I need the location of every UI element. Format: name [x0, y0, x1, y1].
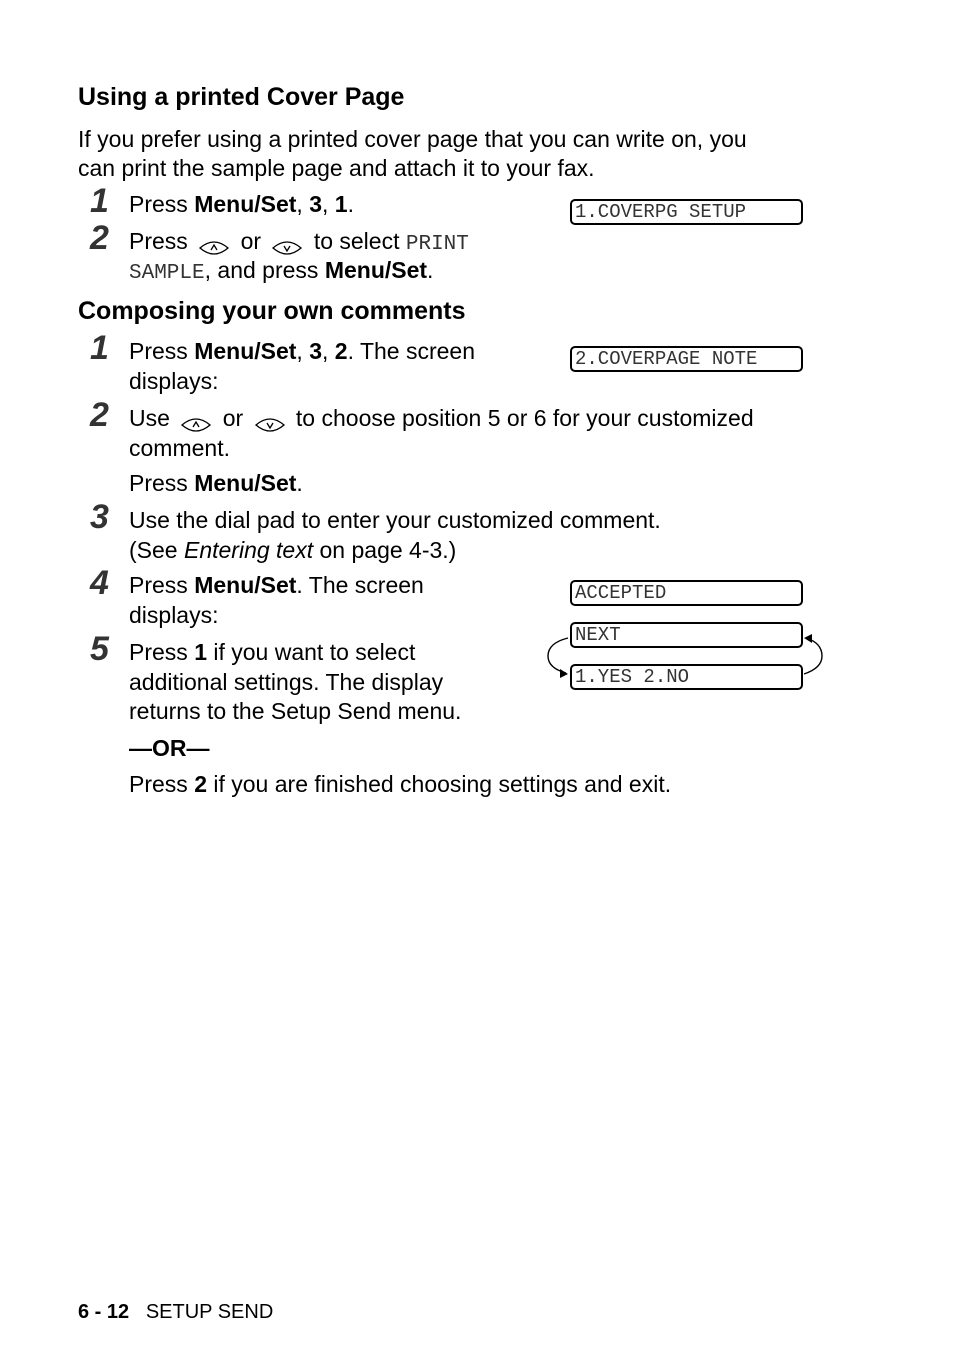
lcd-display: 1.YES 2.NO	[570, 664, 803, 690]
intro-line-1: If you prefer using a printed cover page that you can write on, you	[78, 126, 747, 152]
lcd-display: 1.COVERPG SETUP	[570, 199, 803, 225]
step-text-continued: returns to the Setup Send menu.	[129, 698, 462, 724]
step-number: 5	[90, 630, 109, 668]
step-text-continued: additional settings. The display	[129, 669, 444, 695]
step-text: Use the dial pad to enter your customized comment.	[129, 507, 661, 533]
step-text-continued: comment.	[129, 435, 230, 461]
step-number: 1	[90, 329, 109, 367]
step-number: 2	[90, 396, 109, 434]
page-footer	[78, 1301, 273, 1324]
step-text: Use or to choose position 5 or 6 for your customized	[129, 405, 754, 431]
step-text-press: Press Menu/Set.	[129, 470, 303, 496]
step-text: Press or to select PRINT	[129, 228, 469, 256]
step-text: Press Menu/Set, 3, 1.	[129, 191, 354, 217]
step-number: 4	[90, 564, 109, 602]
step-number: 3	[90, 498, 109, 536]
step-text-continued: SAMPLE, and press Menu/Set.	[129, 257, 434, 285]
or-separator: —OR—	[129, 735, 210, 761]
step-text-alternative: Press 2 if you are finished choosing settings and exit.	[129, 771, 672, 797]
step-number: 1	[90, 182, 109, 220]
step-number: 2	[90, 219, 109, 257]
down-arrow-button-icon	[271, 234, 303, 252]
section-heading-composing: Composing your own comments	[78, 297, 466, 325]
step-text: Press Menu/Set. The screen	[129, 572, 424, 598]
lcd-display: 2.COVERPAGE NOTE	[570, 346, 803, 372]
step-text-continued: displays:	[129, 368, 219, 394]
section-heading-printed-cover: Using a printed Cover Page	[78, 83, 405, 111]
step-text-reference: (See Entering text on page 4-3.)	[129, 537, 457, 563]
step-text: Press 1 if you want to select	[129, 639, 416, 665]
up-arrow-button-icon	[198, 234, 230, 252]
footer-section-title: SETUP SEND	[145, 1301, 274, 1323]
step-text: Press Menu/Set, 3, 2. The screen	[129, 338, 475, 364]
page-number: 6 - 12	[78, 1301, 130, 1323]
step-text-continued: displays:	[129, 602, 219, 628]
lcd-display: NEXT	[570, 622, 803, 648]
intro-line-2: can print the sample page and attach it to your fax.	[78, 155, 595, 181]
up-arrow-button-icon	[180, 411, 212, 429]
down-arrow-button-icon	[254, 411, 286, 429]
lcd-display: ACCEPTED	[570, 580, 803, 606]
alternating-display-arrows-icon	[540, 628, 830, 686]
